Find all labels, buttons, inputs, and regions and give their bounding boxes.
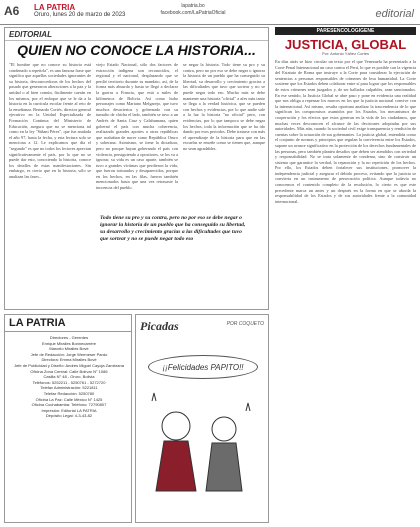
masthead-line: Jefe de Publicidad y Diseño: Andrés Miguel Cayoja Zambrana bbox=[14, 362, 124, 368]
masthead-line: Casilla N° 48 - Oruro, Bolivia bbox=[43, 374, 95, 380]
masthead-line: Oficina La Paz: Calle México N° 1425 bbox=[35, 396, 103, 402]
editorial-headline: QUIEN NO CONOCE LA HISTORIA... bbox=[17, 42, 256, 58]
masthead-line: Directores - Gerentes bbox=[49, 335, 89, 340]
figure-body-left bbox=[156, 441, 196, 491]
masthead-line: Jefe de Redacción: Jorge Wermeser Pardo bbox=[30, 351, 108, 357]
opinion-title: JUSTICIA, GLOBAL bbox=[284, 37, 407, 52]
masthead-line: Directora: Emma Miralles Bové bbox=[41, 357, 97, 363]
masthead-line: Oficina Zona Central: Calle Bolívar N° 1086 bbox=[30, 368, 108, 374]
opinion-tag: PARESENCOLOGIGENE bbox=[275, 27, 416, 35]
opinion-column bbox=[275, 27, 416, 527]
masthead-logo: LA PATRIA bbox=[9, 317, 66, 329]
masthead-line: Telefax Administración: 5221811 bbox=[40, 385, 98, 391]
editorial-column-3: se negar la historia. Todo tiene su pro y su contra, pero no por eso se debe negar o ignorar la historia de un pueblo que ha conseguido su libertad, su desarrollo y crecimiento gracias a las dificultades que tuvo que sortear y no se puede negar todo eso. Mucho más se debe mantener una historia "oficial" a afes más tanto se llega a la verdad histórica, que se pueden con hechos y evidencias, por lo que nadie sale a la luz la historia "no oficial" pero, con evidencias, por lo que tampoco se debe negar los hechos, toda la información que se ha ido dando por esos periodos. Debe tratarse con más el aprendizaje de la historia para que en las escuelas se enseñe como se tienen que, aunque no sean agradables. bbox=[183, 62, 265, 151]
editorial-column-2: viejo Estado Nacional, sólo dos factores de extracción indígena son reconocidos, el regional y el nacional, desplazando que se perdió territorio durante su mandato, así, de la forma más absurda y hasta se llegó a declarar la guerra a Francia, que está a miles de kilómetros de Bolivia. Así como hubo personajes como Mariano Melgarejo, que tuvo muchos desaciertos y gobernado con su tumulto de chicha el lado, también se tuvo a un Andrés de Santa Cruz y Calahumana, quien gobernó el país con mucha coherencia, realizando grandes aportes a otras repúblicas que acababan de nacer como República Oruro y soberana. Asimismo, se tiene la dictadura, pero no porque hayan gobernado el país con violencia, persiguiendo a opositores, se los va a ignorar, su vida es un caso aparte, también se tuvo a grandes víctimas que perdieron la vida, que fueron torturados y desaparecidos, porque en los hechos, en las filas, fueron también mencionados hasta que una vez retrasaste la inocencia del pueblo. bbox=[96, 62, 178, 191]
cartoon-illustration bbox=[136, 381, 268, 521]
opinion-text: En días atrás se hizo circular un texto por el que Venezuela ha presentado a la Corte Penal Internacional un caso contra el Perú, lo que es posible con la vigencia del Estatuto de Roma que instruye a la Corte para considerar la ejecución de sentencias a personas responsables de crímenes de lesa humanidad. La Corte sostiene que los Estados deben colaborar entre sí para lograr que los responsables de estos crímenes sean juzgados y, de ser hallados culpables, sean sancionados. En ese sentido, la Justicia Global se abre paso y pone en evidencia una realidad que nos obliga a repensar los marcos en los que la justicia nacional convive con la internacional. Así mismo, resulta oportuno analizar la trascendencia de lo que significan los compromisos asumidos por los Estados, los mecanismos de cooperación y los efectos que estos generan en la vida de los ciudadanos, que muchas veces desconocen el alcance de las decisiones adoptadas por sus autoridades. Más aún, cuando la sociedad civil exige transparencia y rendición de cuentas sobre la actuación de sus gobernantes. La justicia global, entendida como el conjunto de normas y principios que regulan la convivencia entre los Estados, supone un avance significativo en la protección de los derechos fundamentales de las personas, pero también plantea desafíos que deben ser atendidos con seriedad y responsabilidad. No se trata solamente de condenar, sino de construir un sistema que garantice la verdad, la reparación y la no repetición de los hechos. Por ello, los Estados deben fortalecer sus instituciones, promover la independencia judicial y asegurar el debido proceso, evitando que la justicia se convierta en un instrumento de persecución política. Aunque todavía no conocemos el contenido completo de la resolución, lo cierto es que este precedente marca un antes y un después en la forma en que se aborda la responsabilidad de los Estados y de sus autoridades frente a la comunidad internacional. bbox=[275, 59, 416, 204]
editorial-label: EDITORIAL bbox=[9, 30, 52, 39]
cartoon-credit: POR COQUETO bbox=[226, 321, 264, 327]
pull-quote: Todo tiene su pro y su contra, pero no por eso se debe negar o ignorar la historia de un pueblo que ha conseguido su libertad, su desarrollo y crecimiento gracias a las dificultades que tuvo que sortear y no se puede negar todo eso bbox=[100, 215, 246, 242]
masthead-line: Enrique Miralles Bonnecarrère bbox=[41, 340, 97, 346]
figure-head-right bbox=[212, 417, 236, 441]
masthead-body bbox=[9, 335, 129, 419]
masthead-line: Telefax Redacción: 5250780 bbox=[43, 390, 95, 396]
web-info bbox=[158, 3, 228, 17]
web-line-1: lapatria.bo bbox=[181, 3, 205, 9]
date-line: Oruro, lunes 20 de marzo de 2023 bbox=[34, 12, 126, 18]
masthead bbox=[4, 314, 132, 523]
masthead-line: Teléfonos: 5252211 - 5250761 - 5272720 bbox=[32, 379, 106, 385]
masthead-line: Oficina Cochabamba: Teléfono: 72790807 bbox=[31, 402, 107, 408]
paper-logo: LA PATRIA bbox=[34, 3, 76, 12]
star-icon bbox=[246, 403, 250, 411]
section-label: editorial bbox=[375, 8, 414, 20]
cartoon-artist: Picadas bbox=[140, 319, 179, 333]
page-number: A6 bbox=[4, 4, 20, 18]
figure-body-right bbox=[206, 443, 242, 491]
opinion-author: Por: Antonio Yáñez Cortés bbox=[321, 51, 370, 56]
editorial-block bbox=[4, 27, 269, 310]
masthead-line: Depósito Legal: 4-3-43-82 bbox=[45, 413, 93, 419]
web-line-2: facebook.com/LaPatriaOficial bbox=[160, 10, 226, 16]
masthead-line: Marcelo Miralles Bové bbox=[49, 346, 89, 352]
figure-head-left bbox=[162, 412, 190, 440]
masthead-line: Impresión: Editorial LA PATRIA bbox=[41, 407, 97, 413]
masthead-divider bbox=[5, 331, 131, 332]
editorial-column-1: "El hombre que no conoce su historia está condenado a repetirla", es una famosa frase que significa que aquellas sociedades ignorantes de su historia, desconocedoras de los hechos del pasado que generaron alteraciones a la paz y la unidad o al bien común, fácilmente caerán en los mismos, por el enfoque que se le da a la historia en la currícula escolar frente al reto de la enseñanza. Bernardo Cortés, director general ejecutivo en la Unidad Especializada de Formación Continua del Ministerio de Educación, asegura que no se menciona tal como en la ley "Siñani Pérez", que fue anulada el año 97, hasta la fecha, y esta lectura solo se menciona a 12. Le explicamos que día el "segundo" es que no todos los lectores aprecian significativamente el país, por lo que no se puede dar esto, conociendo la historia, conoce los detalles de estas manifestaciones. Sin embargo, es cierto que en la historia, sólo se analizan las fases... bbox=[9, 62, 91, 179]
cartoon-panel bbox=[135, 314, 269, 523]
speech-balloon: ¡¡Felicidades PAPITO!! bbox=[148, 355, 258, 379]
star-icon bbox=[152, 393, 156, 401]
editorial-divider bbox=[5, 40, 268, 41]
page-header bbox=[0, 0, 420, 26]
header-rule bbox=[0, 24, 420, 25]
